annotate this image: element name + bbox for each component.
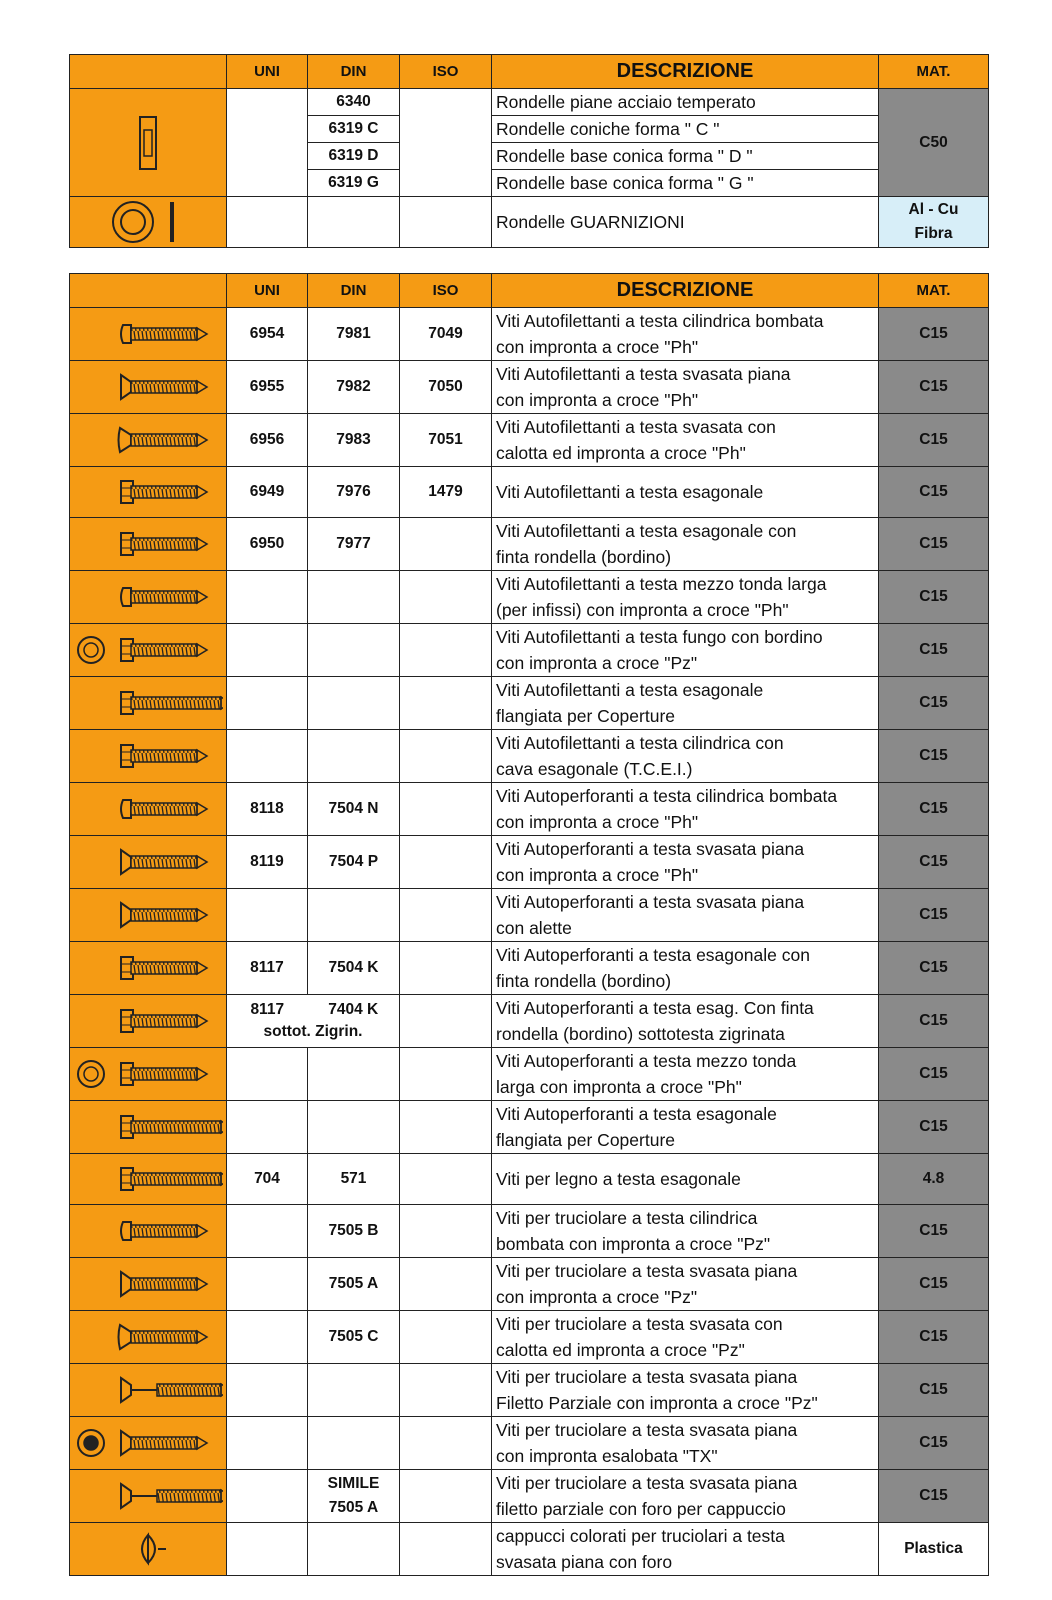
description: Viti Autofilettanti a testa esagonale con finta rondella (bordino): [492, 518, 879, 571]
uni-code: [227, 1417, 308, 1470]
din-code: [308, 624, 400, 677]
uni-code: 6956: [227, 414, 308, 467]
material: C15: [879, 783, 989, 836]
iso-code: [400, 518, 492, 571]
iso-code: [400, 624, 492, 677]
truss-head-self-tapping-screw-icon: [70, 571, 227, 624]
iso-code: [400, 730, 492, 783]
header-din: DIN: [308, 55, 400, 89]
iso-code: [400, 942, 492, 995]
iso-code: [400, 1154, 492, 1205]
description: Rondelle GUARNIZIONI: [492, 197, 879, 248]
socket-head-self-tapping-screw-icon: [70, 730, 227, 783]
material: C15: [879, 1311, 989, 1364]
uni-code: [227, 1311, 308, 1364]
header-uni: UNI: [227, 274, 308, 308]
sub-note: sottot. Zigrin.: [263, 1023, 363, 1040]
material: C15: [879, 1258, 989, 1311]
table-row: [70, 1417, 989, 1470]
table-row: [70, 995, 989, 1048]
pan-head-chipboard-screw-icon: [70, 1205, 227, 1258]
din-code: [308, 1048, 400, 1101]
header-image: [70, 274, 227, 308]
iso-code: [400, 571, 492, 624]
iso-code: [400, 677, 492, 730]
iso-code: 1479: [400, 467, 492, 518]
iso-code: [400, 1101, 492, 1154]
material: C15: [879, 1205, 989, 1258]
table-row: [70, 571, 989, 624]
iso-code: [400, 1311, 492, 1364]
din-code: 7505 C: [308, 1311, 400, 1364]
description: Viti Autoperforanti a testa svasata piana con alette: [492, 889, 879, 942]
uni-code: 8119: [227, 836, 308, 889]
uni-code: [227, 889, 308, 942]
description: Viti Autoperforanti a testa esagonale con finta rondella (bordino): [492, 942, 879, 995]
uni-code: 8117: [250, 1001, 285, 1018]
colored-cap-icon: [70, 1523, 227, 1576]
uni-code: [227, 1205, 308, 1258]
raised-countersunk-self-tapping-screw-icon: [70, 414, 227, 467]
uni-code: 8118: [227, 783, 308, 836]
material: Al - Cu Fibra: [879, 197, 989, 248]
din-code: 7504 P: [308, 836, 400, 889]
material: C15: [879, 1048, 989, 1101]
raised-countersunk-chipboard-screw-icon: [70, 1311, 227, 1364]
uni-code: 704: [227, 1154, 308, 1205]
din-code: 571: [308, 1154, 400, 1205]
uni-code: [227, 1364, 308, 1417]
description: Viti per truciolare a testa svasata piana filetto parziale con foro per cappuccio: [492, 1470, 879, 1523]
table-row: [70, 624, 989, 677]
table-row: [70, 1205, 989, 1258]
description: Viti per truciolare a testa svasata piana Filetto Parziale con impronta a croce "Pz": [492, 1364, 879, 1417]
table-row: [70, 518, 989, 571]
material: C50: [879, 89, 989, 197]
iso-code: [400, 1258, 492, 1311]
mushroom-head-screw-with-pz-recess-icon: [70, 624, 227, 677]
iso-code: [400, 1205, 492, 1258]
uni-code: 8117: [227, 942, 308, 995]
iso-code: [400, 1417, 492, 1470]
description: Viti Autoperforanti a testa esagonale flangiata per Coperture: [492, 1101, 879, 1154]
description: Viti Autofilettanti a testa esagonale flangiata per Coperture: [492, 677, 879, 730]
din-code: 6319 D: [308, 143, 400, 170]
iso-code: 7049: [400, 308, 492, 361]
din-code: [308, 1101, 400, 1154]
material: C15: [879, 1364, 989, 1417]
table-row: [70, 942, 989, 995]
uni-code: [227, 1101, 308, 1154]
description: Viti Autofilettanti a testa cilindrica bombata con impronta a croce "Ph": [492, 308, 879, 361]
din-code: 7981: [308, 308, 400, 361]
pan-head-self-drilling-screw-icon: [70, 783, 227, 836]
hex-washer-head-self-tapping-screw-icon: [70, 518, 227, 571]
material: C15: [879, 677, 989, 730]
din-code: [308, 677, 400, 730]
material: C15: [879, 571, 989, 624]
hex-washer-self-drilling-screw-icon: [70, 942, 227, 995]
description: Viti Autofilettanti a testa esagonale: [492, 467, 879, 518]
chipboard-screw-with-cap-hole-icon: [70, 1470, 227, 1523]
torx-chipboard-screw-icon: [70, 1417, 227, 1470]
material: C15: [879, 1101, 989, 1154]
material: C15: [879, 942, 989, 995]
uni-code: 6950: [227, 518, 308, 571]
table-row: [70, 197, 989, 248]
countersunk-self-tapping-screw-icon: [70, 361, 227, 414]
header-description: DESCRIZIONE: [492, 274, 879, 308]
din-code: 7977: [308, 518, 400, 571]
uni-code: [227, 1048, 308, 1101]
uni-code: 6954: [227, 308, 308, 361]
uni-code: 6955: [227, 361, 308, 414]
din-code: 7504 N: [308, 783, 400, 836]
material: C15: [879, 836, 989, 889]
description: Viti Autoperforanti a testa esag. Con finta rondella (bordino) sottotesta zigrinata: [492, 995, 879, 1048]
uni-code: [227, 624, 308, 677]
material: C15: [879, 467, 989, 518]
iso-code: [400, 1048, 492, 1101]
material: Plastica: [879, 1523, 989, 1576]
iso-code: [400, 1470, 492, 1523]
din-code: [308, 1364, 400, 1417]
description: Viti Autofilettanti a testa mezzo tonda larga (per infissi) con impronta a croce "Ph": [492, 571, 879, 624]
iso-code: 7050: [400, 361, 492, 414]
description: Viti Autoperforanti a testa cilindrica bombata con impronta a croce "Ph": [492, 783, 879, 836]
iso-code: [400, 783, 492, 836]
table-row: [70, 730, 989, 783]
din-code: 6319 C: [308, 116, 400, 143]
countersunk-self-drilling-screw-icon: [70, 836, 227, 889]
din-code: 7976: [308, 467, 400, 518]
description: Viti per truciolare a testa svasata piana con impronta a croce "Pz": [492, 1258, 879, 1311]
din-code: 7505 A: [308, 1258, 400, 1311]
material: C15: [879, 1417, 989, 1470]
description: Viti per truciolare a testa cilindrica bombata con impronta a croce "Pz": [492, 1205, 879, 1258]
material: C15: [879, 889, 989, 942]
material: C15: [879, 624, 989, 677]
iso-code: [400, 1523, 492, 1576]
material: C15: [879, 1470, 989, 1523]
header-mat: MAT.: [879, 55, 989, 89]
iso-code: [400, 836, 492, 889]
flanged-hex-roofing-screw-icon: [70, 677, 227, 730]
table-row: [70, 1311, 989, 1364]
hex-head-wood-screw-icon: [70, 1154, 227, 1205]
header-description: DESCRIZIONE: [492, 55, 879, 89]
material: C15: [879, 308, 989, 361]
din-code: SIMILE 7505 A: [308, 1470, 400, 1523]
countersunk-chipboard-screw-icon: [70, 1258, 227, 1311]
din-code: 7505 B: [308, 1205, 400, 1258]
din-code: [308, 1523, 400, 1576]
header-mat: MAT.: [879, 274, 989, 308]
table-row: [70, 836, 989, 889]
table-row: [70, 1154, 989, 1205]
table-row: [70, 467, 989, 518]
table-row: [70, 1048, 989, 1101]
description: Viti Autofilettanti a testa svasata piana con impronta a croce "Ph": [492, 361, 879, 414]
description: Viti Autofilettanti a testa fungo con bordino con impronta a croce "Pz": [492, 624, 879, 677]
table-row: [70, 1523, 989, 1576]
washer-table-header: [70, 55, 989, 89]
material: C15: [879, 995, 989, 1048]
header-uni: UNI: [227, 55, 308, 89]
iso-code: 7051: [400, 414, 492, 467]
din-code: [308, 889, 400, 942]
header-image: [70, 55, 227, 89]
material: C15: [879, 414, 989, 467]
uni-code: [227, 571, 308, 624]
material: C15: [879, 730, 989, 783]
description: cappucci colorati per truciolari a testa svasata piana con foro: [492, 1523, 879, 1576]
winged-self-drilling-screw-icon: [70, 889, 227, 942]
table-row: [70, 1470, 989, 1523]
table-row: [70, 1101, 989, 1154]
pan-head-self-tapping-screw-icon: [70, 308, 227, 361]
din-code: 6319 G: [308, 170, 400, 197]
truss-head-self-drilling-screw-icon: [70, 1048, 227, 1101]
partial-thread-chipboard-screw-icon: [70, 1364, 227, 1417]
table-row: [70, 89, 989, 116]
description: Viti per legno a testa esagonale: [492, 1154, 879, 1205]
table-row: [70, 889, 989, 942]
uni-code: [227, 730, 308, 783]
washer-table: [69, 54, 989, 248]
screw-table: [69, 273, 989, 1576]
table-row: [70, 677, 989, 730]
description: Rondelle piane acciaio temperato: [492, 89, 879, 116]
hex-head-self-tapping-screw-icon: [70, 467, 227, 518]
uni-code: 6949: [227, 467, 308, 518]
uni-code: [227, 1523, 308, 1576]
description: Rondelle base conica forma " D ": [492, 143, 879, 170]
uni-code: [227, 1470, 308, 1523]
iso-code: [400, 995, 492, 1048]
iso-code: [400, 1364, 492, 1417]
din-code: 7983: [308, 414, 400, 467]
screw-table-header: [70, 274, 989, 308]
description: Viti Autoperforanti a testa svasata piana con impronta a croce "Ph": [492, 836, 879, 889]
header-iso: ISO: [400, 274, 492, 308]
table-row: [70, 361, 989, 414]
din-code: [308, 1417, 400, 1470]
uni-code: [227, 995, 400, 1048]
description: Viti Autofilettanti a testa cilindrica con cava esagonale (T.C.E.I.): [492, 730, 879, 783]
din-code: [308, 730, 400, 783]
flat-washer-side-icon: [70, 89, 227, 197]
material: C15: [879, 518, 989, 571]
table-row: [70, 783, 989, 836]
header-iso: ISO: [400, 55, 492, 89]
din-code: 7404 K: [328, 1001, 379, 1018]
description: Viti Autoperforanti a testa mezzo tonda larga con impronta a croce "Ph": [492, 1048, 879, 1101]
description: Viti per truciolare a testa svasata piana con impronta esalobata "TX": [492, 1417, 879, 1470]
description: Viti per truciolare a testa svasata con calotta ed impronta a croce "Pz": [492, 1311, 879, 1364]
table-row: [70, 1258, 989, 1311]
din-code: 7504 K: [308, 942, 400, 995]
serrated-hex-washer-self-drilling-screw-icon: [70, 995, 227, 1048]
uni-code: [227, 1258, 308, 1311]
description: Rondelle base conica forma " G ": [492, 170, 879, 197]
din-code: 7982: [308, 361, 400, 414]
iso-code: [400, 889, 492, 942]
description: Rondelle coniche forma " C ": [492, 116, 879, 143]
din-code: [308, 571, 400, 624]
gasket-ring-icon: [70, 197, 227, 248]
description: Viti Autofilettanti a testa svasata con calotta ed impronta a croce "Ph": [492, 414, 879, 467]
din-code: 6340: [308, 89, 400, 116]
table-row: [70, 414, 989, 467]
material: 4.8: [879, 1154, 989, 1205]
uni-code: [227, 677, 308, 730]
material: C15: [879, 361, 989, 414]
table-row: [70, 308, 989, 361]
header-din: DIN: [308, 274, 400, 308]
flanged-hex-self-drilling-roofing-screw-icon: [70, 1101, 227, 1154]
table-row: [70, 1364, 989, 1417]
